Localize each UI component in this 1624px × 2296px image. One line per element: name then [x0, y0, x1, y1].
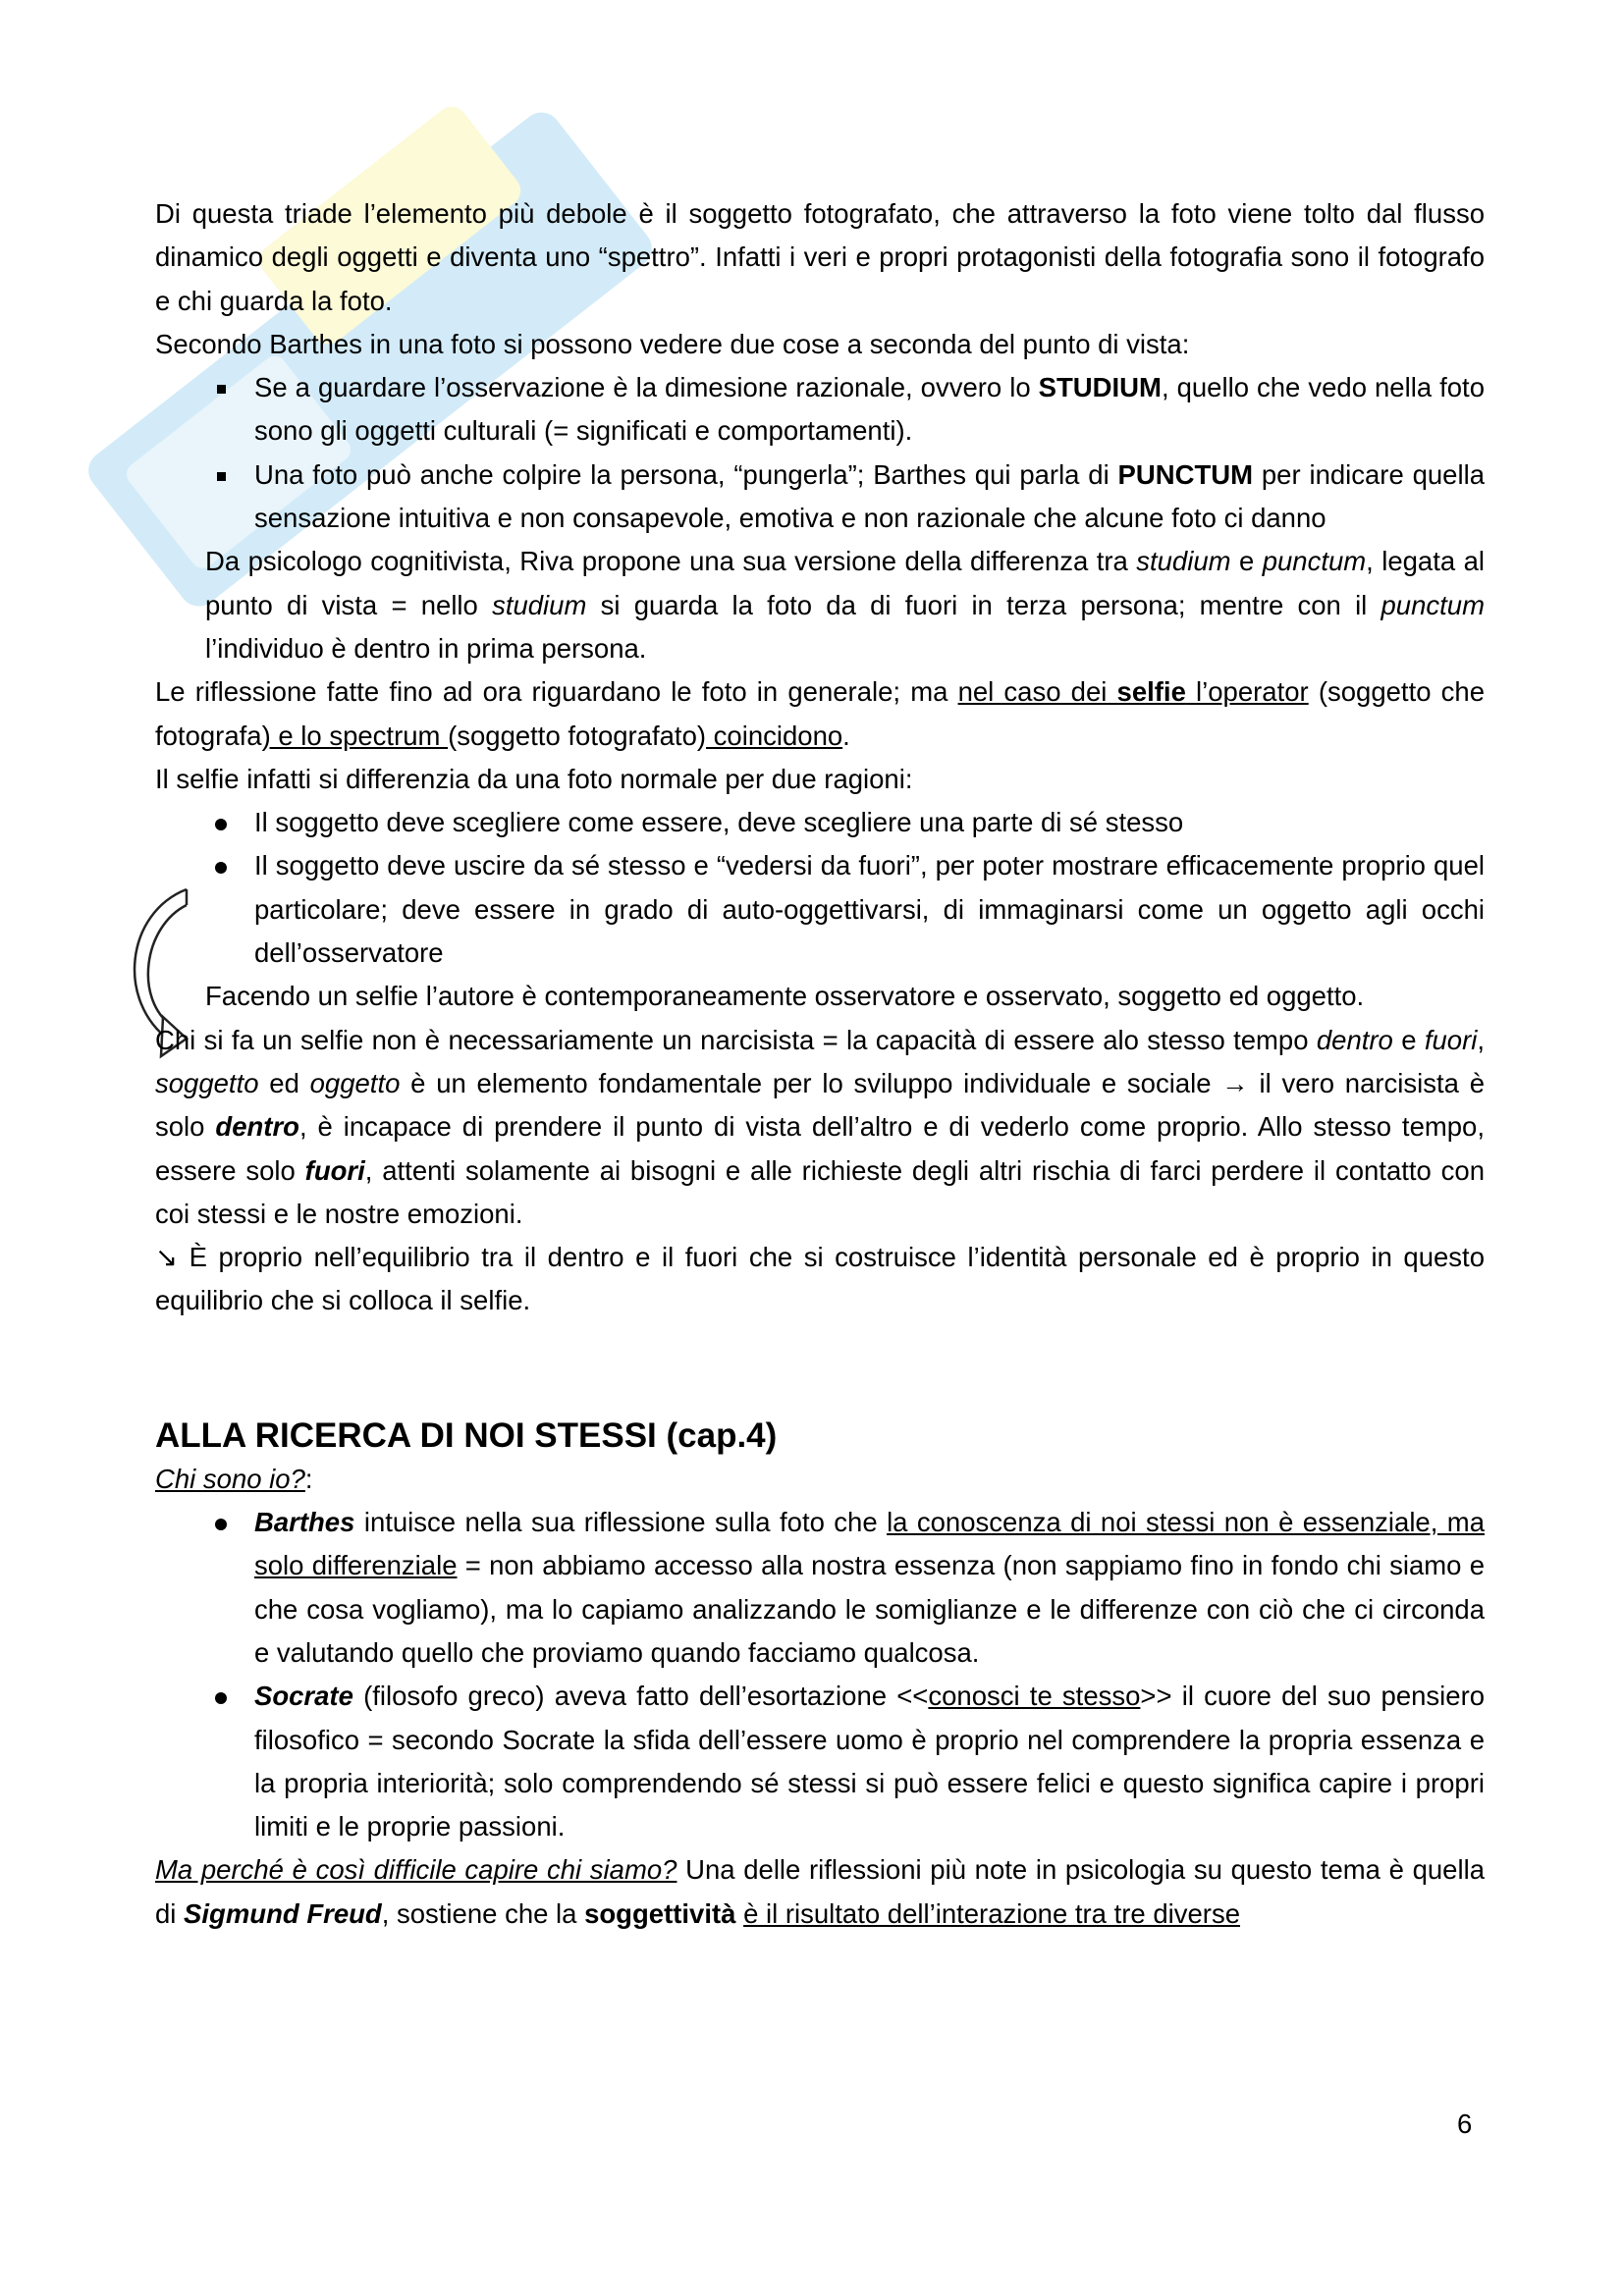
subheading-chi-sono-io: Chi sono io?:	[155, 1463, 313, 1494]
document-body	[155, 192, 1485, 1936]
paragraph-osservatore: Facendo un selfie l’autore è contemporaneamente osservatore e osservato, soggetto ed oggetto.	[205, 981, 1365, 1012]
paragraph-equilibrio: ↘ È proprio nell’equilibrio tra il dentro e il fuori che si costruisce l’identità personale ed è proprio in questo equilibrio che si colloca il selfie.	[155, 1242, 1485, 1316]
square-bullet-icon	[217, 472, 226, 481]
list-item-studium: Se a guardare l’osservazione è la dimesione razionale, ovvero lo STUDIUM, quello che vedo nella foto sono gli oggetti culturali (= significati e comportamenti).	[155, 366, 1485, 454]
bullet-icon	[215, 819, 227, 830]
paragraph-selfie-operator: Le riflessione fatte fino ad ora riguardano le foto in generale; ma nel caso dei selfie l’operator (soggetto che fotografa) e lo spectrum (soggetto fotografato) coincidono.	[155, 676, 1486, 751]
paragraph-selfie-reasons: Il selfie infatti si differenzia da una foto normale per due ragioni:	[155, 763, 913, 794]
paragraph-narcisista: Chi si fa un selfie non è necessariamente un narcisista = la capacità di essere alo stesso tempo dentro e fuori, soggetto ed oggetto è un elemento fondamentale per lo sviluppo individuale e sociale → il vero narcisista è solo dentro, è incapace di prendere il punto di vista dell’altro e di vederlo come proprio. Allo stesso tempo, essere solo fuori, attenti solamente ai bisogni e alle richieste degli altri rischia di farci perdere il contatto con coi stessi e le nostre emozioni.	[155, 1024, 1485, 1229]
bullet-icon	[215, 1519, 227, 1530]
list-item-socrate: Socrate (filosofo greco) aveva fatto dell’esortazione <<conosci te stesso>> il cuore del suo pensiero filosofico = secondo Socrate la sfida dell’essere uomo è proprio nel comprendere la propria essenza e la propria interiorità; solo comprendendo sé stessi si può essere felici e questo significa capire i propri limiti e le proprie passioni.	[155, 1675, 1485, 1848]
section-heading: ALLA RICERCA DI NOI STESSI (cap.4)	[155, 1415, 778, 1455]
bullet-icon	[215, 862, 227, 874]
paragraph-freud: Ma perché è così difficile capire chi siamo? Una delle riflessioni più note in psicologia su questo tema è quella di Sigmund Freud, sostiene che la soggettività è il risultato dell’interazione tra tre diverse	[155, 1854, 1485, 1929]
paragraph-barthes-intro: Secondo Barthes in una foto si possono vedere due cose a seconda del punto di vista:	[155, 328, 1190, 359]
page-number: 6	[1457, 2109, 1473, 2139]
paragraph-triade: Di questa triade l’elemento più debole è il soggetto fotografato, che attraverso la foto viene tolto dal flusso dinamico degli oggetti e diventa uno “spettro”. Infatti i veri e propri protagonisti della fotografia sono il fotografo e chi guarda la foto.	[155, 198, 1485, 316]
list-item-scegliere: Il soggetto deve scegliere come essere, deve scegliere una parte di sé stesso	[155, 801, 1485, 844]
bullet-icon	[215, 1692, 227, 1704]
paragraph-riva: Da psicologo cognitivista, Riva propone una sua versione della differenza tra studium e punctum, legata al punto di vista = nello studium si guarda la foto da di fuori in terza persona; mentre con il punctum l’individuo è dentro in prima persona.	[205, 546, 1485, 664]
square-bullet-icon	[217, 385, 226, 394]
list-item-barthes: Barthes intuisce nella sua riflessione sulla foto che la conoscenza di noi stessi non è essenziale, ma solo differenziale = non abbiamo accesso alla nostra essenza (non sappiamo fino in fondo chi siamo e che cosa vogliamo), ma lo capiamo analizzando le somiglianze e le differenze con ciò che ci circonda e valutando quello che proviamo quando facciamo qualcosa.	[155, 1501, 1485, 1675]
list-item-punctum: Una foto può anche colpire la persona, “pungerla”; Barthes qui parla di PUNCTUM per indicare quella sensazione intuitiva e non consapevole, emotiva e non razionale che alcune foto ci danno	[155, 454, 1485, 541]
list-item-uscire: Il soggetto deve uscire da sé stesso e “vedersi da fuori”, per poter mostrare efficacemente proprio quel particolare; deve essere in grado di auto-oggettivarsi, di immaginarsi come un oggetto agli occhi dell’osservatore	[155, 844, 1485, 975]
